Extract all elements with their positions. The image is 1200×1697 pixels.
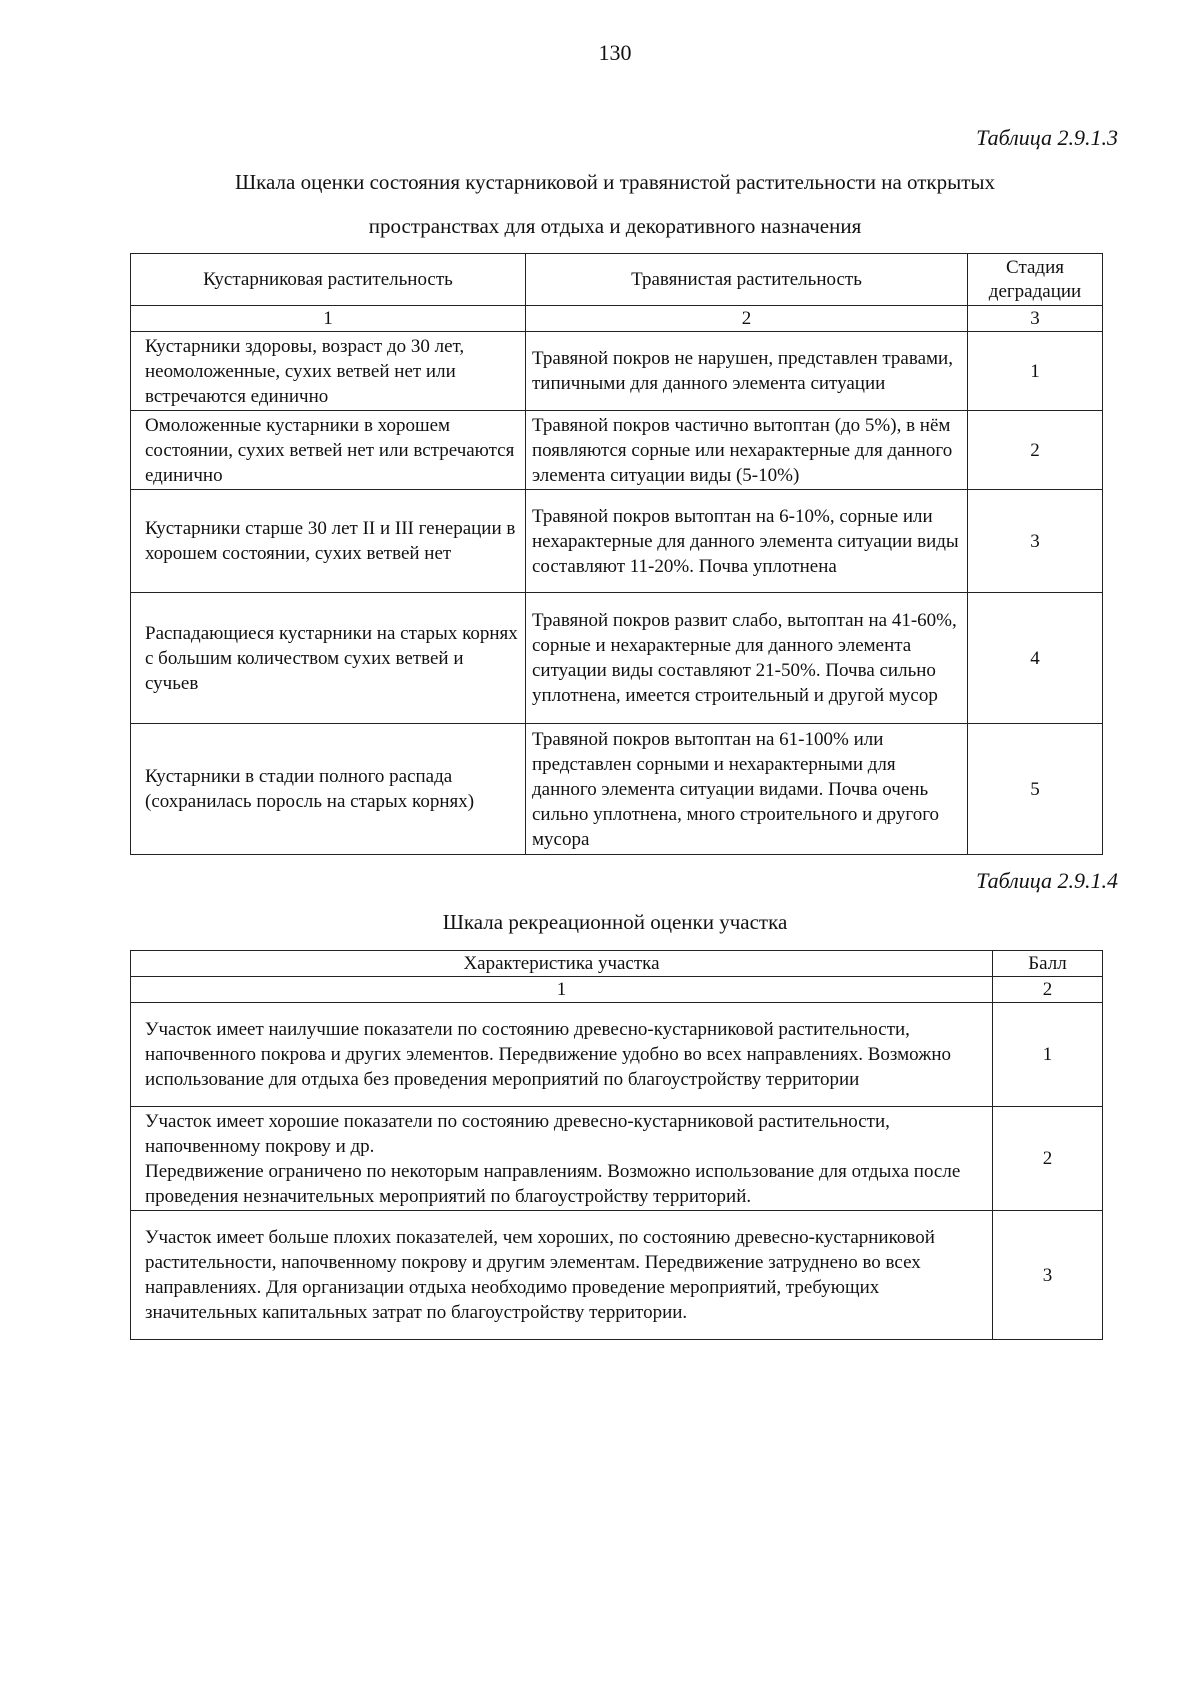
characteristic-text-continued: Передвижение ограничено по некоторым направлениям. Возможно использование для отдыха после проведения незначительных мероприятий по благоустройству территорий. (145, 1160, 961, 1207)
column-number: 1 (131, 977, 993, 1003)
grass-cell: Травяной покров вытоптан на 6-10%, сорные или нехарактерные для данного элемента ситуации виды составляют 11-20%. Почва уплотнена (526, 490, 968, 593)
table-row (131, 724, 1103, 855)
table-header-row (131, 254, 1103, 306)
table-row (131, 1211, 1103, 1340)
shrub-cell: Кустарники здоровы, возраст до 30 лет, неомоложенные, сухих ветвей нет или встречаются единично (131, 332, 526, 411)
shrub-cell: Кустарники в стадии полного распада (сохранилась поросль на старых корнях) (131, 724, 526, 855)
shrub-cell: Омоложенные кустарники в хорошем состоянии, сухих ветвей нет или встречаются единично (131, 411, 526, 490)
stage-cell: 3 (968, 490, 1103, 593)
table-row (131, 490, 1103, 593)
table-title-2: Шкала рекреационной оценки участка (442, 910, 788, 934)
score-cell: 3 (993, 1211, 1103, 1340)
table-row (131, 1107, 1103, 1211)
score-cell: 2 (993, 1107, 1103, 1211)
characteristic-cell (131, 1107, 993, 1211)
column-number-row (131, 977, 1103, 1003)
table-caption-2-9-1-4: Таблица 2.9.1.4 (976, 868, 1118, 893)
table-caption-2-9-1-3: Таблица 2.9.1.3 (976, 125, 1118, 150)
header-grass: Травянистая растительность (526, 254, 968, 306)
score-cell: 1 (993, 1003, 1103, 1107)
column-number: 1 (131, 306, 526, 332)
column-number: 3 (968, 306, 1103, 332)
column-number: 2 (526, 306, 968, 332)
grass-cell: Травяной покров развит слабо, вытоптан на 41-60%, сорные и нехарактерные для данного элемента ситуации виды составляют 21-50%. Почва сильно уплотнена, имеется строительный и другой мусор (526, 593, 968, 724)
characteristic-cell: Участок имеет больше плохих показателей, чем хороших, по состоянию древесно-кустарниковой растительности, напочвенному покрову и другим элементам. Передвижение затруднено во всех направлениях. Для организации отдыха необходимо проведение мероприятий, требующих значительных капитальных затрат по благоустройству территории. (131, 1211, 993, 1340)
table-header-row (131, 951, 1103, 977)
stage-cell: 5 (968, 724, 1103, 855)
column-number-row (131, 306, 1103, 332)
column-number: 2 (993, 977, 1103, 1003)
stage-cell: 1 (968, 332, 1103, 411)
characteristic-text: Участок имеет хорошие показатели по состоянию древесно-кустарниковой растительности, напочвенному покрову и др. (145, 1110, 890, 1157)
header-stage: Стадия деградации (968, 254, 1103, 306)
table-title-1 (130, 160, 1100, 248)
page-number: 130 (598, 40, 632, 65)
stage-cell: 4 (968, 593, 1103, 724)
characteristic-cell: Участок имеет наилучшие показатели по состоянию древесно-кустарниковой растительности, напочвенного покрова и других элементов. Передвижение удобно во всех направлениях. Возможно использование для отдыха без проведения мероприятий по благоустройству территории (131, 1003, 993, 1107)
stage-cell: 2 (968, 411, 1103, 490)
header-score: Балл (993, 951, 1103, 977)
shrub-cell: Распадающиеся кустарники на старых корнях с большим количеством сухих ветвей и сучьев (131, 593, 526, 724)
table-title-1-line2: пространствах для отдыха и декоративного назначения (368, 214, 862, 238)
table-row (131, 593, 1103, 724)
grass-cell: Травяной покров вытоптан на 61-100% или представлен сорными и нехарактерными для данного элемента ситуации видами. Почва очень сильно уплотнена, много строительного и другого мусора (526, 724, 968, 855)
vegetation-degradation-table (130, 253, 1103, 855)
table-row (131, 411, 1103, 490)
table-row (131, 332, 1103, 411)
grass-cell: Травяной покров не нарушен, представлен травами, типичными для данного элемента ситуации (526, 332, 968, 411)
table-row (131, 1003, 1103, 1107)
table-title-1-line1: Шкала оценки состояния кустарниковой и травянистой растительности на открытых (234, 170, 996, 194)
recreation-score-table (130, 950, 1103, 1340)
grass-cell: Травяной покров частично вытоптан (до 5%), в нём появляются сорные или нехарактерные для данного элемента ситуации виды (5-10%) (526, 411, 968, 490)
shrub-cell: Кустарники старше 30 лет II и III генерации в хорошем состоянии, сухих ветвей нет (131, 490, 526, 593)
header-shrub: Кустарниковая растительность (131, 254, 526, 306)
header-characteristic: Характеристика участка (131, 951, 993, 977)
